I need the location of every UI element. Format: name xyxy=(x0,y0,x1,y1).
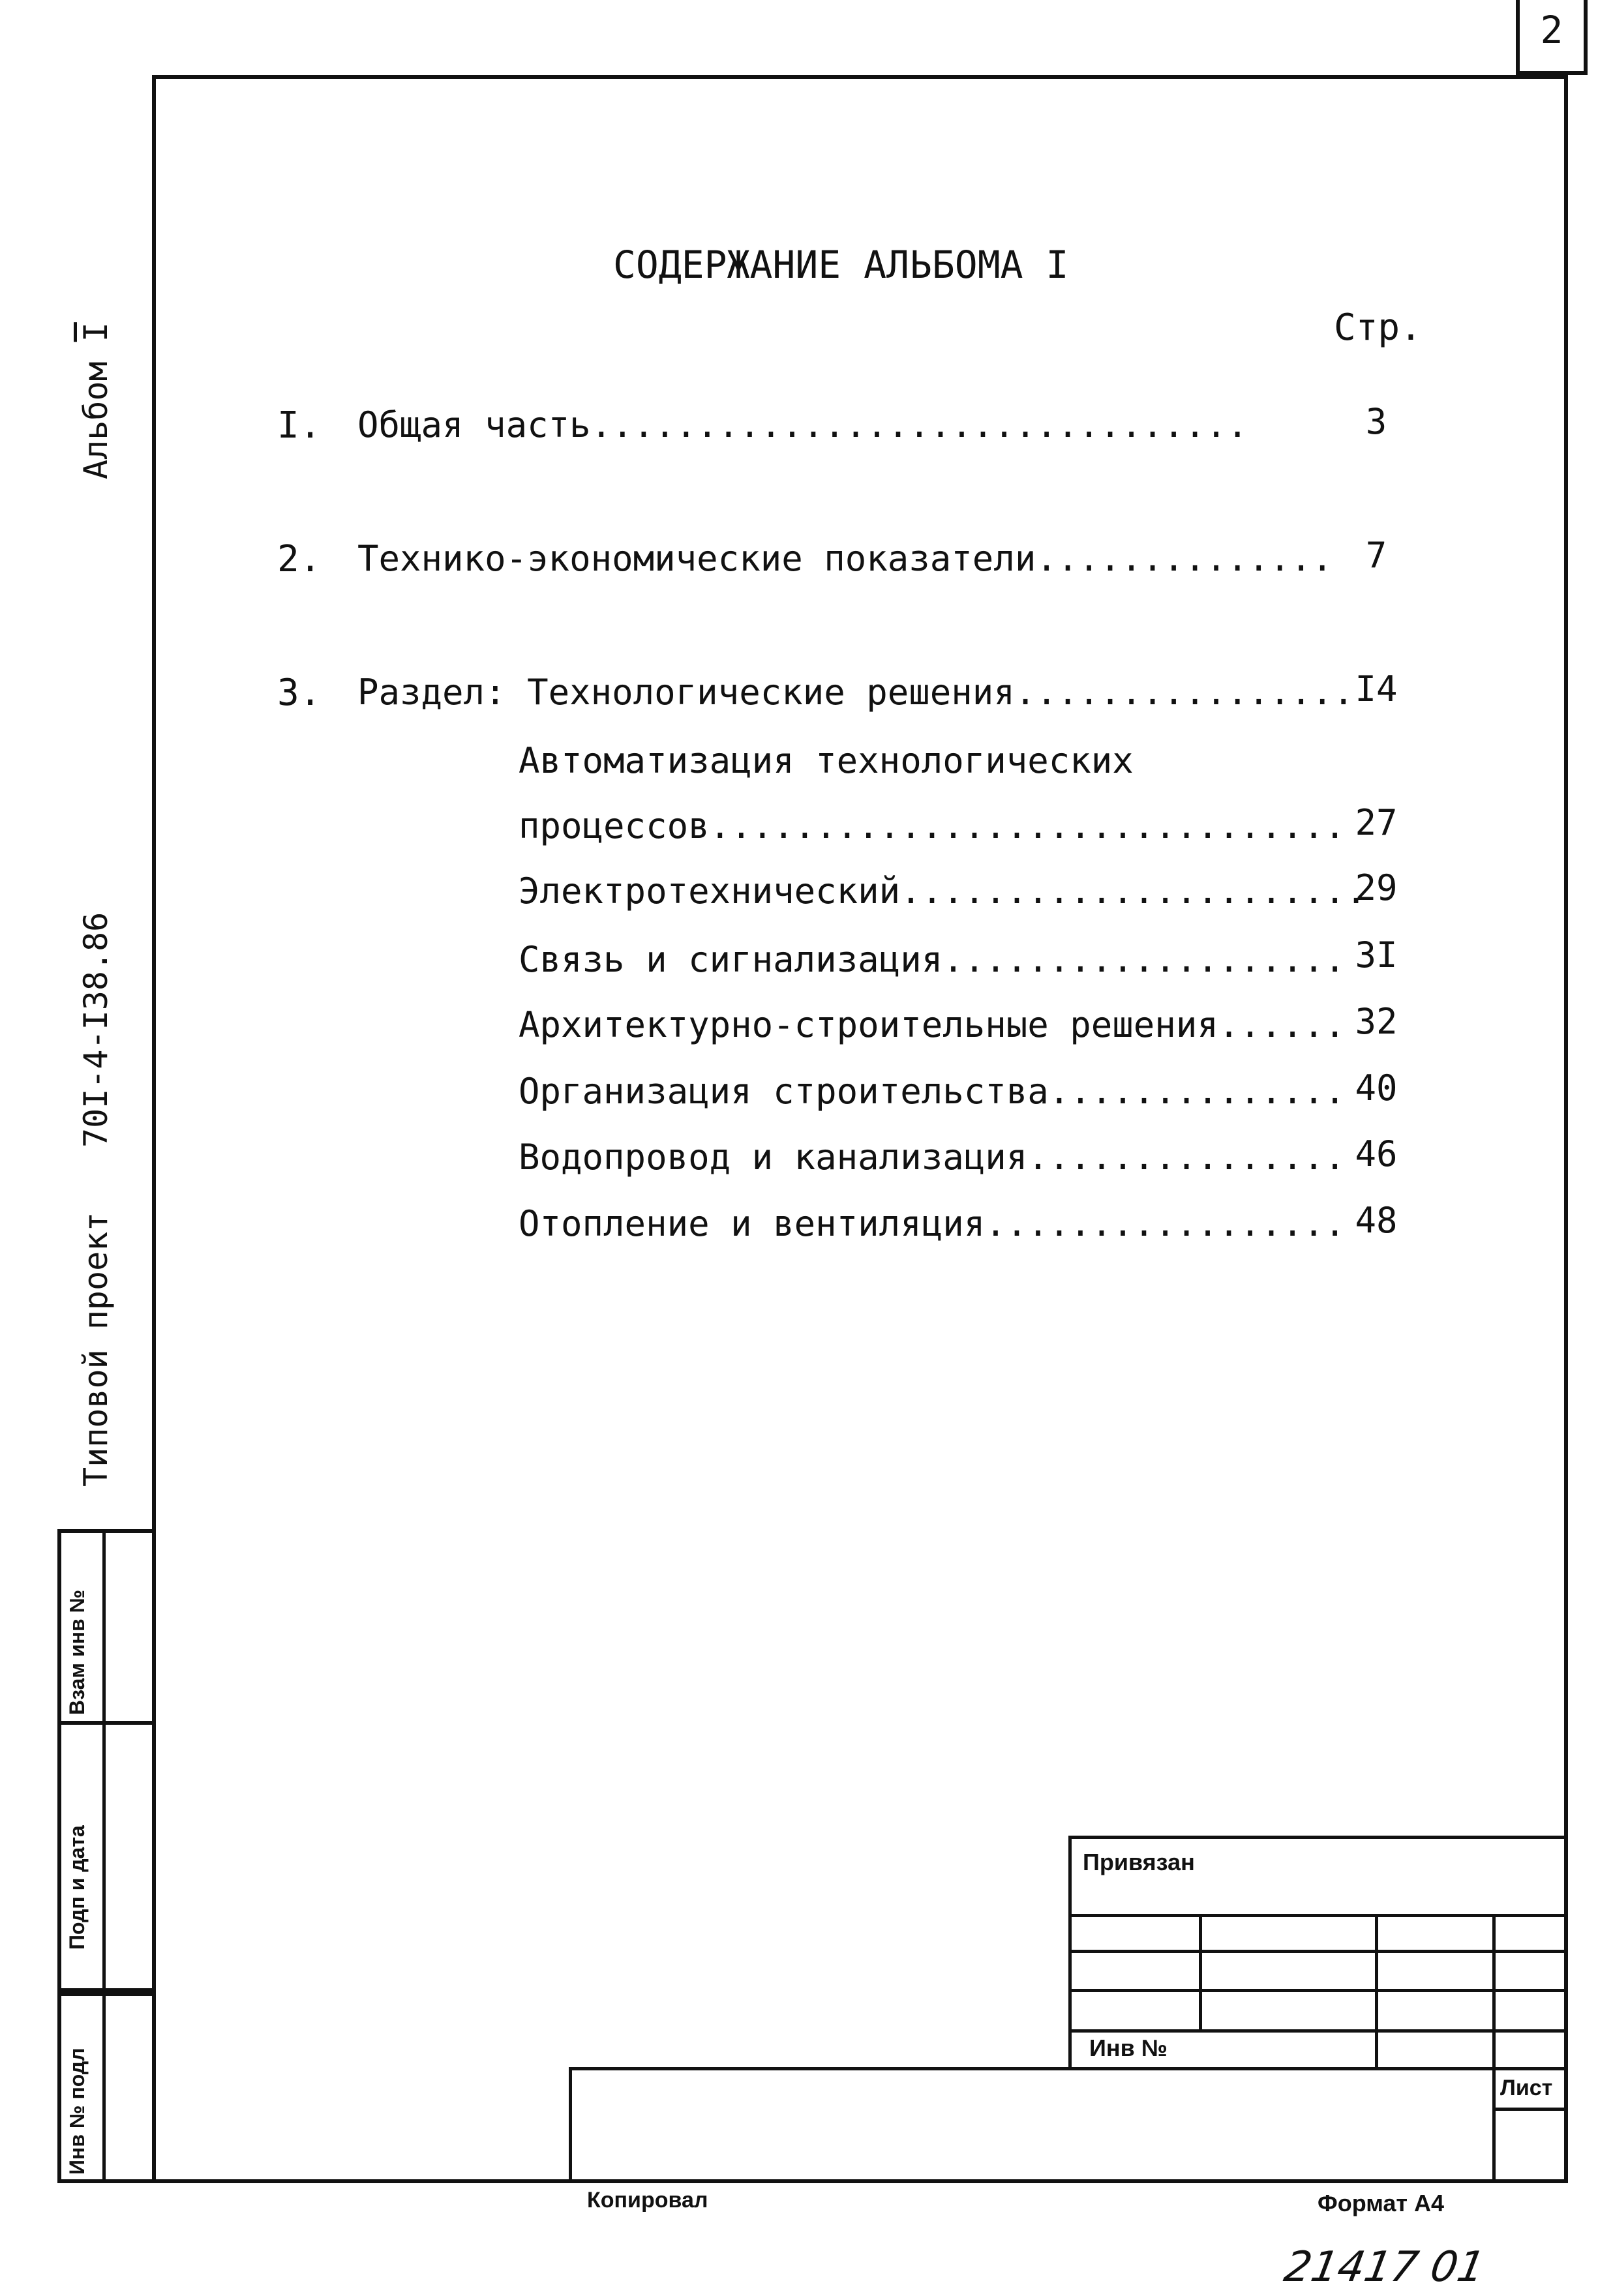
item-number: 3. xyxy=(277,672,322,714)
side-label-vzam: Взам инв № xyxy=(65,1589,89,1715)
subitem-text: Автоматизация технологических xyxy=(519,740,1134,781)
item-text: Раздел: Технологические решения................ xyxy=(357,672,1355,713)
subitem-page: 27 xyxy=(1355,802,1398,843)
subitem-page: 48 xyxy=(1355,1200,1398,1241)
item-number: I. xyxy=(277,404,322,447)
item-number: 2. xyxy=(277,538,322,580)
stamp-line xyxy=(1492,1914,1496,2070)
project-type: Типовой проект xyxy=(77,1212,115,1487)
subitem-text: Архитектурно-строительные решения...... xyxy=(519,1004,1346,1045)
subitem-text: Отопление и вентиляция................. xyxy=(519,1203,1346,1244)
handwritten-number: 21417 01 xyxy=(1280,2243,1488,2291)
page-column-header: Стр. xyxy=(1334,306,1422,349)
subitem-text: Водопровод и канализация............... xyxy=(519,1137,1346,1178)
subitem-page: 29 xyxy=(1355,867,1398,908)
subitem-page: 40 xyxy=(1355,1067,1398,1109)
project-code: 70I-4-I38.86 xyxy=(77,912,115,1148)
item-page: I4 xyxy=(1355,668,1398,709)
title-block xyxy=(569,2067,1568,2183)
side-label-inv: Инв № подл xyxy=(65,2048,89,2175)
item-page: 7 xyxy=(1365,535,1387,576)
side-divider xyxy=(102,1529,106,2183)
stamp-line xyxy=(1199,1914,1202,2029)
stamp-line xyxy=(1492,2108,1568,2111)
subitem-text: процессов.............................. xyxy=(519,805,1346,846)
subitem-page: 46 xyxy=(1355,1133,1398,1174)
stamp-line xyxy=(1375,1914,1378,2070)
subitem-text: Организация строительства.............. xyxy=(519,1071,1346,1112)
binding-label: Привязан xyxy=(1083,1849,1195,1875)
copied-by-label: Копировал xyxy=(587,2188,708,2213)
subitem-page: 32 xyxy=(1355,1001,1398,1042)
page-number: 2 xyxy=(1540,8,1563,52)
item-text: Технико-экономические показатели.............. xyxy=(357,538,1333,579)
sheet-label: Лист xyxy=(1500,2076,1553,2100)
album-label: Альбом $\overline{I}$ xyxy=(77,322,115,479)
item-page: 3 xyxy=(1365,401,1387,442)
item-text: Общая часть............................... xyxy=(357,404,1248,445)
side-label-podp: Подп и дата xyxy=(65,1825,89,1950)
inv-label: Инв № xyxy=(1089,2035,1168,2061)
contents-title: СОДЕРЖАНИЕ АЛЬБОМА I xyxy=(613,243,1069,287)
subitem-page: 3I xyxy=(1355,934,1398,976)
subitem-text: Электротехнический...................... xyxy=(519,871,1367,912)
stamp-line xyxy=(1492,2067,1496,2183)
subitem-text: Связь и сигнализация................... xyxy=(519,939,1346,980)
format-label: Формат А4 xyxy=(1318,2190,1445,2216)
